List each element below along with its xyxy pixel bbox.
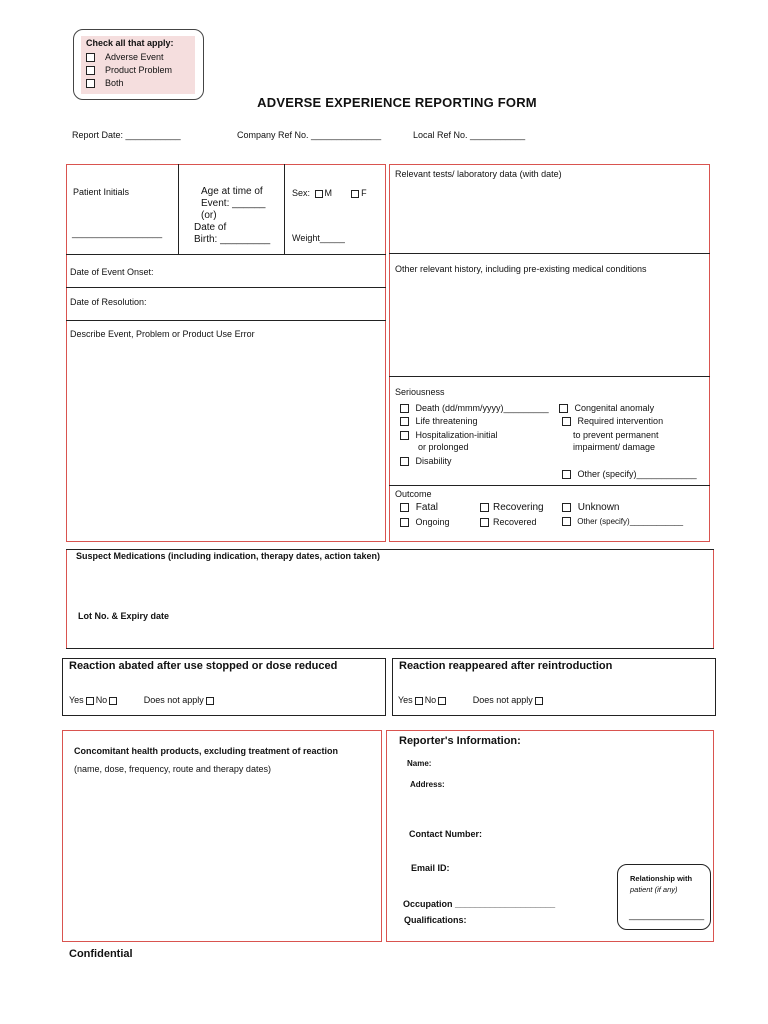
sex-field: Sex: M F bbox=[292, 188, 367, 198]
seriousness-hosp[interactable]: Hospitalization-initial bbox=[400, 430, 498, 440]
checkbox-icon[interactable] bbox=[315, 190, 323, 198]
check-adverse-event[interactable]: Adverse Event bbox=[86, 52, 164, 62]
abated-options: Yes No Does not apply bbox=[69, 695, 216, 705]
checkbox-icon[interactable] bbox=[400, 431, 409, 440]
checkbox-icon[interactable] bbox=[400, 417, 409, 426]
resolution-label: Date of Resolution: bbox=[70, 297, 147, 307]
seriousness-required-line3: impairment/ damage bbox=[573, 442, 656, 452]
abated-title: Reaction abated after use stopped or dose reduced bbox=[69, 660, 338, 672]
check-panel-title: Check all that apply: bbox=[86, 38, 174, 48]
reporter-occupation[interactable]: Occupation ____________________ bbox=[403, 899, 556, 909]
check-panel bbox=[73, 29, 204, 100]
dob-label: Date of bbox=[194, 222, 227, 233]
seriousness-disability[interactable]: Disability bbox=[400, 456, 452, 466]
describe-label: Describe Event, Problem or Product Use Error bbox=[70, 329, 255, 339]
company-ref-field[interactable]: Company Ref No. ______________ bbox=[237, 130, 382, 140]
checkbox-icon[interactable] bbox=[562, 503, 571, 512]
checkbox-icon[interactable] bbox=[400, 503, 409, 512]
relationship-input[interactable]: _______________ bbox=[629, 910, 705, 920]
suspect-title: Suspect Medications (including indication, therapy dates, action taken) bbox=[76, 551, 381, 561]
seriousness-hosp-line2: or prolonged bbox=[418, 442, 469, 452]
patient-initials-input[interactable]: __________________ bbox=[72, 228, 163, 238]
check-both[interactable]: Both bbox=[86, 78, 124, 88]
checkbox-icon[interactable] bbox=[480, 518, 489, 527]
age-label: Age at time of bbox=[201, 186, 263, 197]
reporter-name[interactable]: Name: bbox=[407, 759, 432, 768]
checkbox-icon[interactable] bbox=[351, 190, 359, 198]
lot-label: Lot No. & Expiry date bbox=[78, 611, 170, 621]
relationship-label-1: Relationship with bbox=[630, 874, 693, 883]
report-date-field[interactable]: Report Date: ___________ bbox=[72, 130, 181, 140]
seriousness-life[interactable]: Life threatening bbox=[400, 416, 478, 426]
or-label: (or) bbox=[201, 210, 217, 221]
concomitant-box bbox=[62, 730, 382, 942]
outcome-ongoing[interactable]: Ongoing bbox=[400, 517, 450, 527]
onset-label: Date of Event Onset: bbox=[70, 267, 154, 277]
checkbox-icon[interactable] bbox=[559, 404, 568, 413]
checkbox-icon[interactable] bbox=[415, 697, 423, 705]
checkbox-icon[interactable] bbox=[480, 503, 489, 512]
concomitant-title: Concomitant health products, excluding treatment of reaction bbox=[74, 746, 339, 756]
checkbox-icon[interactable] bbox=[206, 697, 214, 705]
outcome-other[interactable]: Other (specify)____________ bbox=[562, 517, 683, 526]
reappeared-options: Yes No Does not apply bbox=[398, 695, 545, 705]
reporter-address[interactable]: Address: bbox=[410, 780, 445, 789]
seriousness-congenital[interactable]: Congenital anomaly bbox=[559, 403, 654, 413]
checkbox-icon[interactable] bbox=[109, 697, 117, 705]
seriousness-required[interactable]: Required intervention bbox=[562, 416, 663, 426]
suspect-medications-box bbox=[66, 549, 714, 649]
checkbox-icon[interactable] bbox=[86, 66, 95, 75]
check-product-problem[interactable]: Product Problem bbox=[86, 65, 172, 75]
weight-input[interactable]: Weight_____ bbox=[292, 233, 345, 243]
patient-event-box bbox=[66, 164, 386, 542]
outcome-recovering[interactable]: Recovering bbox=[480, 502, 544, 513]
checkbox-icon[interactable] bbox=[86, 53, 95, 62]
history-label: Other relevant history, including pre-existing medical conditions bbox=[395, 264, 647, 274]
confidential-footer: Confidential bbox=[69, 948, 133, 960]
relationship-label-2: patient (if any) bbox=[630, 885, 678, 894]
outcome-recovered[interactable]: Recovered bbox=[480, 517, 537, 527]
outcome-fatal[interactable]: Fatal bbox=[400, 502, 438, 513]
checkbox-icon[interactable] bbox=[400, 457, 409, 466]
age-input[interactable]: Event: ______ bbox=[201, 198, 266, 209]
seriousness-title: Seriousness bbox=[395, 387, 445, 397]
seriousness-required-line2: to prevent permanent bbox=[573, 430, 659, 440]
dob-input[interactable]: Birth: _________ bbox=[194, 234, 271, 245]
checkbox-icon[interactable] bbox=[400, 404, 409, 413]
checkbox-icon[interactable] bbox=[400, 518, 409, 527]
reappeared-title: Reaction reappeared after reintroduction bbox=[399, 660, 613, 672]
checkbox-icon[interactable] bbox=[438, 697, 446, 705]
checkbox-icon[interactable] bbox=[86, 697, 94, 705]
outcome-unknown[interactable]: Unknown bbox=[562, 502, 619, 513]
checkbox-icon[interactable] bbox=[535, 697, 543, 705]
reporter-contact[interactable]: Contact Number: bbox=[409, 829, 483, 839]
tests-label: Relevant tests/ laboratory data (with date) bbox=[395, 169, 562, 179]
checkbox-icon[interactable] bbox=[562, 517, 571, 526]
patient-initials-label: Patient Initials bbox=[73, 187, 130, 197]
seriousness-death[interactable]: Death (dd/mmm/yyyy)_________ bbox=[400, 403, 549, 413]
outcome-title: Outcome bbox=[395, 489, 432, 499]
concomitant-subtitle: (name, dose, frequency, route and therapy dates) bbox=[74, 764, 271, 774]
checkbox-icon[interactable] bbox=[86, 79, 95, 88]
reporter-qualifications[interactable]: Qualifications: bbox=[404, 915, 467, 925]
seriousness-other[interactable]: Other (specify)____________ bbox=[562, 469, 697, 479]
checkbox-icon[interactable] bbox=[562, 470, 571, 479]
checkbox-icon[interactable] bbox=[562, 417, 571, 426]
reporter-title: Reporter's Information: bbox=[399, 735, 521, 747]
form-title: ADVERSE EXPERIENCE REPORTING FORM bbox=[257, 95, 537, 110]
reporter-email[interactable]: Email ID: bbox=[411, 863, 450, 873]
local-ref-field[interactable]: Local Ref No. ___________ bbox=[413, 130, 526, 140]
